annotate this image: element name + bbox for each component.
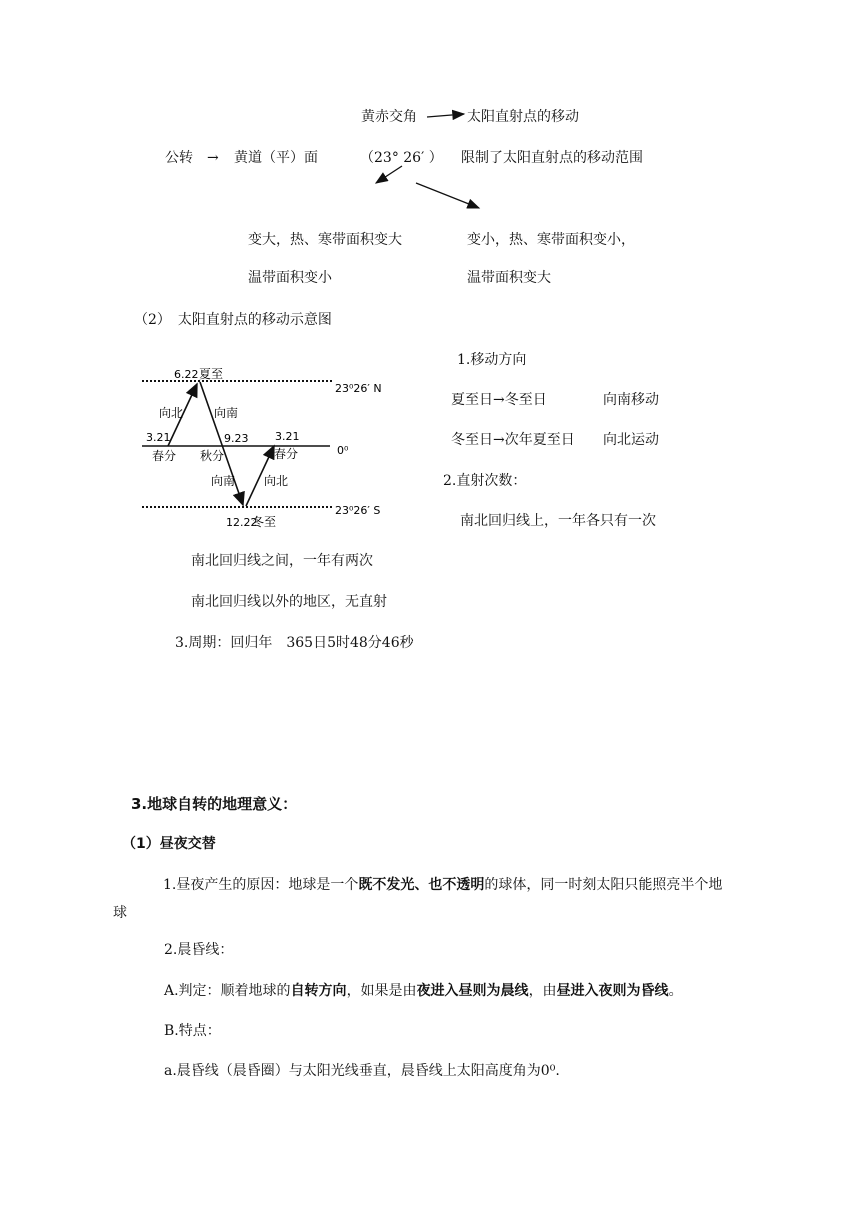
p1-a: 1.昼夜产生的原因：地球是一个 xyxy=(163,877,359,893)
terminator-heading: 2.晨昏线： xyxy=(164,942,234,958)
label-north-2: 向北 xyxy=(264,474,289,488)
lat-equator-label: 0⁰ xyxy=(337,444,349,457)
judgement-paragraph xyxy=(164,984,683,998)
lat-north-label: 23⁰26′ N xyxy=(335,382,382,395)
ecliptic-angle-label: 黄赤交角 xyxy=(361,109,417,125)
p3-c: ，如果是由 xyxy=(346,983,417,999)
arrow-glyph: → xyxy=(207,150,219,166)
sun-direct-move-label: 太阳直射点的移动 xyxy=(467,109,579,125)
north-move: 向北运动 xyxy=(603,432,659,448)
autumn-date: 9.23 xyxy=(224,432,249,445)
spring2-term: 春分 xyxy=(274,447,299,461)
autumn-term: 秋分 xyxy=(200,449,225,463)
spring1-date: 3.21 xyxy=(146,431,171,444)
p3-a: A.判定：顺着地球的 xyxy=(164,983,291,999)
concept-arrows xyxy=(0,0,860,300)
label-north-1: 向北 xyxy=(159,406,184,420)
label-south-1: 向南 xyxy=(214,406,239,420)
p3-d: 夜进入昼则为晨线 xyxy=(416,983,529,999)
direct-count-title: 2.直射次数： xyxy=(443,473,527,489)
limits-range-label: 限制了太阳直射点的移动范围 xyxy=(461,150,643,166)
p3-e: ，由 xyxy=(528,983,557,999)
lat-south-label: 23⁰26′ S xyxy=(335,504,381,517)
spring2-date: 3.21 xyxy=(275,430,300,443)
p1-c: 的球体，同一时刻太阳只能照亮半个地球 xyxy=(113,877,723,921)
period-line: 3.周期：回归年 365日5时48分46秒 xyxy=(175,635,414,651)
larger-angle-line2: 温带面积变小 xyxy=(248,270,332,286)
feature-a-line: a.晨昏线（晨昏圈）与太阳光线垂直，晨昏线上太阳高度角为0⁰. xyxy=(164,1063,560,1079)
winter-date: 12.22 xyxy=(226,516,258,529)
larger-angle-line1: 变大，热、寒带面积变大 xyxy=(248,232,402,248)
p3-g: 。 xyxy=(668,983,683,999)
revolution-label: 公转 xyxy=(165,150,193,166)
south-move: 向南移动 xyxy=(603,392,659,408)
between-tropics-line: 南北回归线之间，一年有两次 xyxy=(191,553,373,569)
day-night-cause-paragraph xyxy=(113,871,733,927)
features-heading: B.特点： xyxy=(164,1023,221,1039)
p3-f: 昼进入夜则为昏线 xyxy=(556,983,669,999)
arrow-to-larger xyxy=(376,166,402,183)
p3-b: 自转方向 xyxy=(290,983,347,999)
section2-heading: （2） 太阳直射点的移动示意图 xyxy=(134,312,332,328)
label-south-2: 向南 xyxy=(211,474,236,488)
angle-value: （23° 26′ ） xyxy=(360,150,443,166)
spring1-term: 春分 xyxy=(152,449,177,463)
arrow-to-smaller xyxy=(416,183,479,208)
arrow-to-sun-move xyxy=(427,114,464,117)
summer-to-winter: 夏至日→冬至日 xyxy=(451,392,547,408)
on-tropics-line: 南北回归线上，一年各只有一次 xyxy=(460,513,656,529)
winter-to-summer: 冬至日→次年夏至日 xyxy=(451,432,575,448)
smaller-angle-line1: 变小，热、寒带面积变小， xyxy=(467,232,635,248)
sun-direct-point-diagram xyxy=(130,360,410,530)
outside-tropics-line: 南北回归线以外的地区，无直射 xyxy=(191,594,387,610)
ecliptic-plane-label: 黄道（平）面 xyxy=(234,150,318,166)
p1-b: 既不发光、也不透明 xyxy=(358,877,485,893)
summer-term: 夏至 xyxy=(199,367,224,381)
section3-heading: 3.地球自转的地理意义： xyxy=(131,795,298,813)
smaller-angle-line2: 温带面积变大 xyxy=(467,270,551,286)
winter-term: 冬至 xyxy=(252,515,277,529)
summer-date: 6.22 xyxy=(174,368,199,381)
move-direction-title: 1.移动方向 xyxy=(457,352,527,368)
day-night-subheading: （1）昼夜交替 xyxy=(122,836,216,852)
